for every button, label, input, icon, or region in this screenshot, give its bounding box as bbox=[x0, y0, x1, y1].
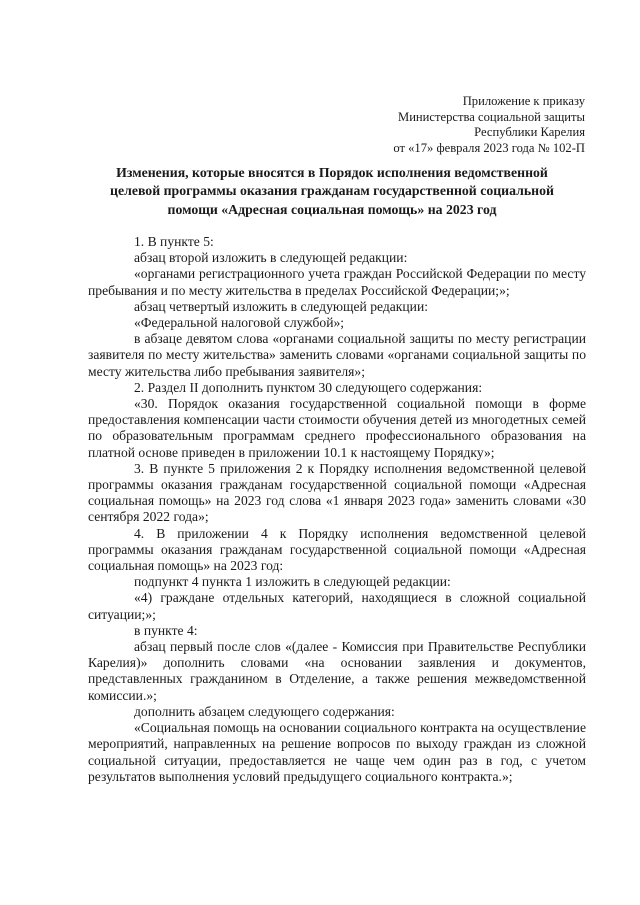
document-title: Изменения, которые вносятся в Порядок исполнения ведомственной целевой программы оказания гражданам государственной социальной помощи «Адресная социальная помощь» на 2023 год bbox=[110, 165, 554, 217]
paragraph: 4. В приложении 4 к Порядку исполнения ведомственной целевой программы оказания гражданам государственной социальной помощи «Адресная социальная помощь» на 2023 год: bbox=[88, 525, 586, 574]
order-appendix-header bbox=[325, 94, 585, 156]
header-line: Республики Карелия bbox=[474, 125, 585, 140]
paragraph: абзац первый после слов «(далее - Комиссия при Правительстве Республики Карелия)» дополнить словами «на основании заявления и документов, представленных гражданином в Отделение, а также решения межведомственной комиссии.»; bbox=[88, 639, 586, 703]
paragraph: 3. В пункте 5 приложения 2 к Порядку исполнения ведомственной целевой программы оказания гражданам государственной социальной помощи «Адресная социальная помощь» на 2023 год слова «1 января 2023 года» заменить словами «30 сентября 2022 года»; bbox=[88, 460, 586, 525]
paragraph: 1. В пункте 5: bbox=[134, 234, 214, 249]
paragraph: 2. Раздел II дополнить пунктом 30 следующего содержания: bbox=[134, 379, 483, 395]
header-line: Министерства социальной защиты bbox=[398, 109, 585, 124]
header-line: от «17» февраля 2023 года № 102-П bbox=[393, 140, 585, 155]
paragraph: абзац второй изложить в следующей редакции: bbox=[134, 250, 408, 266]
paragraph: абзац четвертый изложить в следующей редакции: bbox=[134, 298, 429, 314]
document-body bbox=[88, 234, 586, 785]
paragraph: «органами регистрационного учета граждан Российской Федерации по месту пребывания и по месту жительства в пределах Российской Федерации;»; bbox=[88, 266, 586, 298]
paragraph: дополнить абзацем следующего содержания: bbox=[134, 703, 395, 719]
paragraph: «4) граждане отдельных категорий, находящиеся в сложной социальной ситуации;»; bbox=[88, 590, 586, 622]
header-line: Приложение к приказу bbox=[462, 94, 585, 108]
paragraph: «30. Порядок оказания государственной социальной помощи в форме предоставления компенсации части стоимости обучения детей из многодетных семей по образовательным программам среднего профессионального образования на платной основе приведен в приложении 10.1 к настоящему Порядку»; bbox=[88, 396, 586, 460]
paragraph: в пункте 4: bbox=[134, 622, 198, 638]
paragraph: «Социальная помощь на основании социального контракта на осуществление мероприятий, направленных на решение вопросов по выходу граждан из сложной социальной ситуации, предоставляется не чаще чем один раз в год, с учетом результатов выполнения условий предыдущего социального контракта.»; bbox=[88, 720, 586, 784]
paragraph: «Федеральной налоговой службой»; bbox=[134, 315, 345, 331]
paragraph: подпункт 4 пункта 1 изложить в следующей редакции: bbox=[134, 574, 451, 590]
paragraph: в абзаце девятом слова «органами социальной защиты по месту регистрации заявителя по месту жительства» заменить словами «органами социальной защиты по месту жительства либо пребывания заявителя»; bbox=[88, 331, 586, 379]
